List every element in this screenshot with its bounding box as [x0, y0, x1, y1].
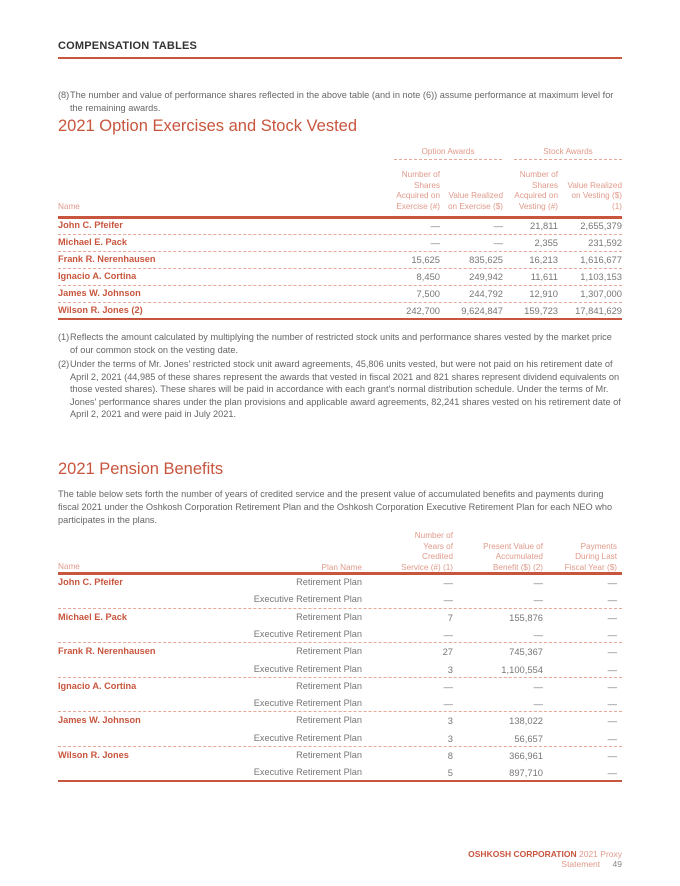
table-cell: — [607, 628, 617, 640]
table-bottom-rule [58, 780, 622, 782]
table-cell: — [607, 767, 617, 779]
table1-title: 2021 Option Exercises and Stock Vested [58, 117, 358, 135]
table-bottom-rule [58, 318, 622, 320]
table-cell: — [533, 698, 543, 710]
header-rule [58, 216, 622, 219]
column-header-name: Name [58, 202, 80, 211]
row-divider [58, 251, 622, 252]
group-header-stock-awards: Stock Awards [543, 147, 593, 156]
row-divider [58, 642, 622, 643]
row-divider [58, 677, 622, 678]
table-cell: 366,961 [509, 750, 543, 761]
table2-intro: The table below sets forth the number of years of credited service and the present value of accumulated benefits and payments during fiscal 2021 under the Oshkosh Corporation Retirement Plan and the Oshkosh Corporation Executive Retirement Plan for each NEO who participates in the plans. [58, 489, 613, 525]
table-cell: — [607, 715, 617, 727]
column-header: Present Value of Accumulated Benefit ($) (2) [483, 541, 543, 572]
row-name: Michael E. Pack [58, 611, 127, 622]
table-cell: — [533, 628, 543, 640]
row-name: Ignacio A. Cortina [58, 680, 137, 691]
page-footer [440, 849, 622, 869]
header-rule [58, 57, 622, 59]
table-cell: — [443, 680, 453, 692]
row-name: Michael E. Pack [58, 237, 127, 247]
row-name: James W. Johnson [58, 715, 141, 726]
column-header: Number of Years of Credited Service (#) (1) [401, 531, 453, 572]
plan-name: Executive Retirement Plan [253, 698, 362, 709]
table-cell: 159,723 [524, 305, 558, 316]
plan-name: Executive Retirement Plan [253, 628, 362, 639]
table-cell: 155,876 [509, 611, 543, 623]
column-header: Payments During Last Fiscal Year ($) [564, 541, 617, 572]
table-cell: 7,500 [416, 288, 440, 299]
plan-name: Retirement Plan [296, 750, 362, 760]
table-cell: 56,657 [514, 732, 543, 744]
footnote-number: (8) [58, 90, 70, 100]
table-cell: 8 [447, 750, 453, 761]
group-divider [514, 159, 622, 160]
table-cell: 21,811 [530, 220, 558, 231]
table-cell: — [607, 698, 617, 710]
footnote-number: (1) [58, 332, 70, 342]
footer-document: 2021 Proxy Statement [561, 849, 622, 869]
row-name: Wilson R. Jones [58, 750, 129, 760]
table-cell: 3 [447, 732, 453, 744]
table-cell: 242,700 [406, 305, 440, 316]
column-header: Number of Shares Acquired on Vesting (#) [514, 170, 558, 211]
table-cell: 835,625 [469, 254, 503, 265]
row-divider [58, 268, 622, 269]
table-cell: 15,625 [411, 254, 440, 265]
table-cell: 249,942 [469, 271, 503, 282]
table-cell: 1,103,153 [580, 271, 622, 282]
table-cell: 16,213 [529, 254, 558, 265]
table-cell: — [607, 680, 617, 692]
table-cell: — [533, 680, 543, 692]
table-cell: — [607, 732, 617, 744]
table-cell: 1,307,000 [580, 288, 622, 299]
table-cell: — [607, 611, 617, 623]
table-cell: — [607, 663, 617, 675]
table-cell: 745,367 [509, 646, 543, 658]
table-cell: — [430, 220, 440, 231]
table-cell: — [493, 237, 503, 248]
row-name: Frank R. Nerenhausen [58, 646, 156, 657]
plan-name: Retirement Plan [296, 611, 362, 622]
plan-name: Retirement Plan [296, 715, 362, 726]
table-cell: 5 [447, 767, 453, 779]
table-cell: 1,100,554 [501, 663, 543, 675]
footnote-8 [58, 89, 622, 114]
plan-name: Executive Retirement Plan [253, 767, 362, 778]
footnote [58, 358, 622, 421]
table-cell: 138,022 [509, 715, 543, 727]
table-cell: — [430, 237, 440, 248]
header-rule [58, 572, 622, 575]
column-header: Plan Name [321, 562, 362, 572]
row-divider [58, 746, 622, 747]
table-cell: — [533, 594, 543, 606]
table-cell: 12,910 [529, 288, 558, 299]
column-header-name: Name [58, 562, 80, 571]
table-cell: 244,792 [469, 288, 503, 299]
group-divider [394, 159, 502, 160]
row-name: John C. Pfeifer [58, 220, 123, 230]
table-cell: — [443, 577, 453, 588]
table-cell: 7 [447, 611, 453, 623]
row-divider [58, 285, 622, 286]
table-cell: 897,710 [509, 767, 543, 779]
plan-name: Retirement Plan [296, 646, 362, 657]
table-cell: 8,450 [416, 271, 440, 282]
table-cell: 231,592 [588, 237, 622, 248]
column-header: Value Realized on Vesting ($)(1) [567, 180, 622, 211]
footnote-text: The number and value of performance shares reflected in the above table (and in note (6)) assume performance at maximum level for the remaining awards. [70, 90, 614, 113]
row-name: John C. Pfeifer [58, 577, 123, 587]
row-name: James W. Johnson [58, 288, 141, 298]
footnote [58, 331, 622, 356]
table-cell: — [493, 220, 503, 231]
plan-name: Retirement Plan [296, 577, 362, 587]
table-cell: 3 [447, 715, 453, 727]
table2-title: 2021 Pension Benefits [58, 460, 224, 478]
plan-name: Retirement Plan [296, 680, 362, 691]
table-cell: 27 [442, 646, 453, 658]
table-cell: — [607, 594, 617, 606]
table-cell: — [443, 628, 453, 640]
row-name: Ignacio A. Cortina [58, 271, 137, 281]
footnote-text: Reflects the amount calculated by multiplying the number of restricted stock units and performance shares vested by the market price of our common stock on the vesting date. [70, 332, 612, 355]
table-cell: — [607, 750, 617, 761]
table-cell: 17,841,629 [575, 305, 622, 316]
row-divider [58, 608, 622, 609]
table-cell: — [443, 698, 453, 710]
plan-name: Executive Retirement Plan [253, 663, 362, 674]
row-name: Wilson R. Jones (2) [58, 305, 143, 315]
table-cell: — [443, 594, 453, 606]
column-header: Number of Shares Acquired on Exercise (#) [396, 170, 440, 211]
row-name: Frank R. Nerenhausen [58, 254, 156, 264]
table-cell: — [607, 646, 617, 658]
plan-name: Executive Retirement Plan [253, 732, 362, 743]
footer-company: OSHKOSH CORPORATION [468, 849, 577, 859]
row-divider [58, 302, 622, 303]
footnote-number: (2) [58, 359, 70, 369]
row-divider [58, 234, 622, 235]
footnote-text: Under the terms of Mr. Jones' restricted stock unit award agreements, 45,806 units vested, but were not paid on his retirement date of April 2, 2021 (44,985 of these shares represent the awards that vested in fiscal 2021 and 821 shares represent dividend equivalents on those vested shares). These shares will be paid in accordance with each grant's normal distribution schedule. Under the terms of Mr. Jones' performance shares under the plan provisions and applicable award agreements, 82,241 shares vested on his retirement date of April 2, 2021 and were paid in July 2021. [70, 359, 621, 419]
table-cell: — [533, 577, 543, 588]
table-cell: 11,611 [530, 271, 558, 282]
group-header-option-awards: Option Awards [421, 147, 475, 156]
table-cell: 1,616,677 [580, 254, 622, 265]
table-cell: 3 [447, 663, 453, 675]
column-header: Value Realized on Exercise ($) [447, 191, 503, 211]
table-cell: 9,624,847 [461, 305, 503, 316]
table-cell: 2,655,379 [580, 220, 622, 231]
page-number: 49 [612, 859, 622, 869]
table-cell: 2,355 [534, 237, 558, 248]
plan-name: Executive Retirement Plan [253, 594, 362, 605]
section-header: COMPENSATION TABLES [58, 40, 198, 52]
table-cell: — [607, 577, 617, 588]
row-divider [58, 711, 622, 712]
